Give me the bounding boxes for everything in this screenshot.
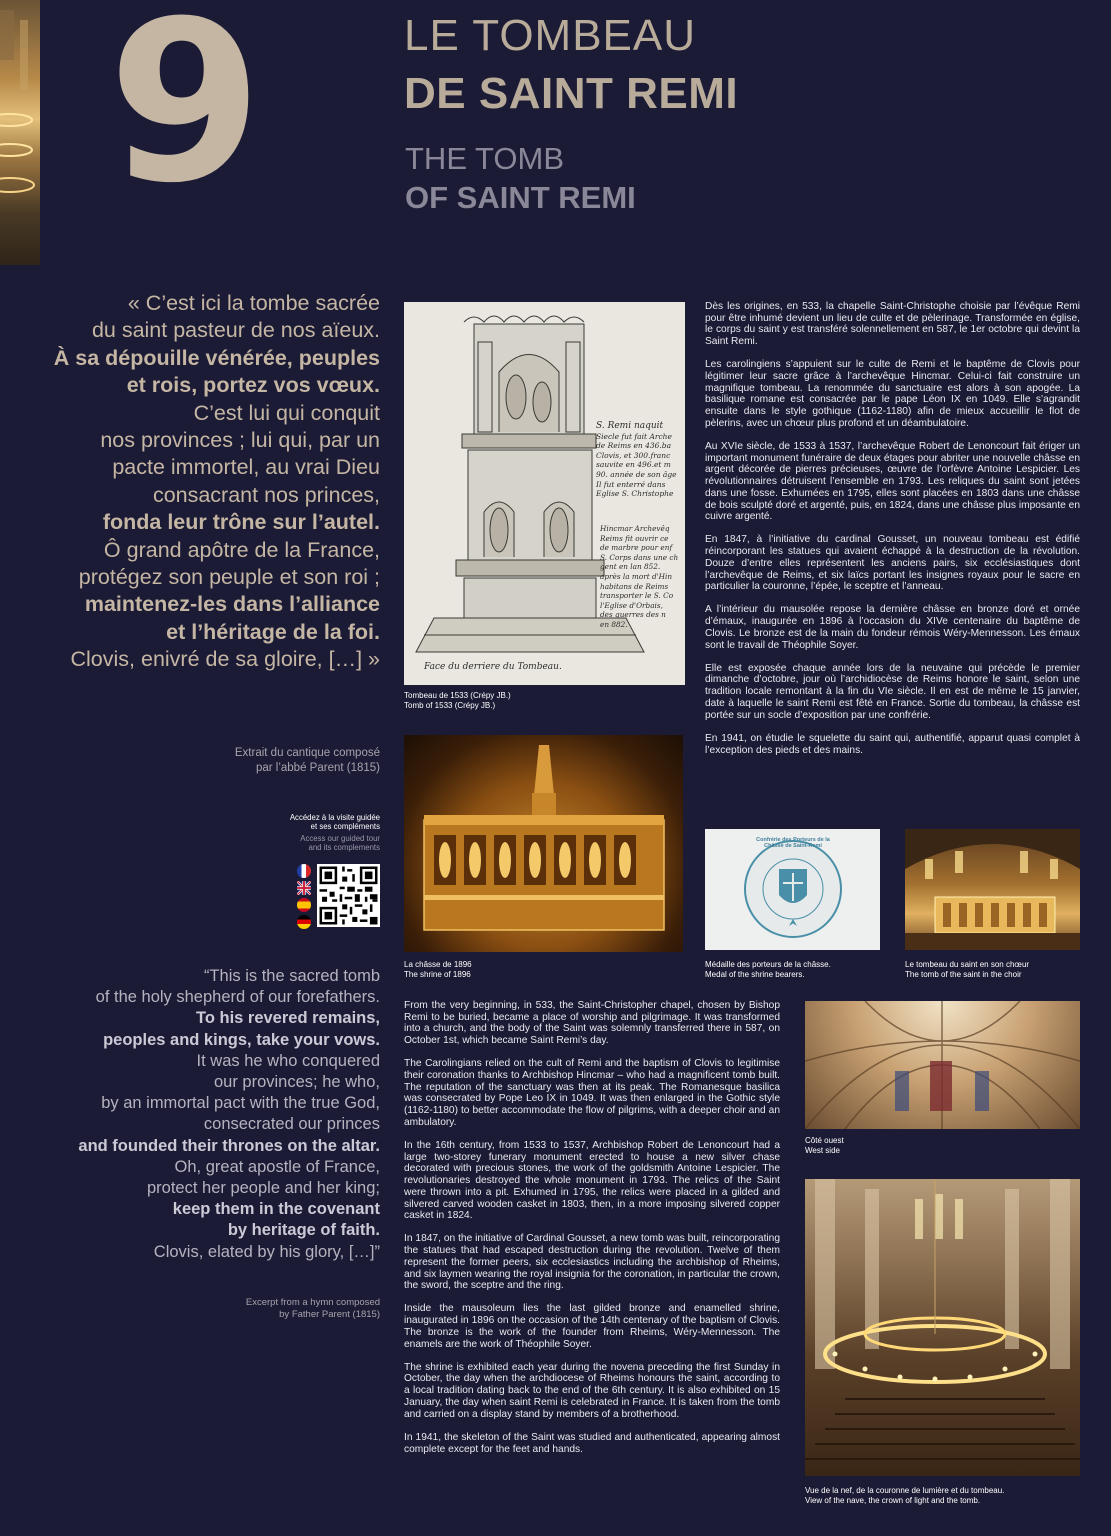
inscription-line: habitans de Reims: [600, 581, 669, 591]
paragraph: From the very beginning, in 533, the Saint-Christopher chapel, chosen by Bishop Remi to be buried, became a place of worship and pilgrimage. It was transformed into a church, and the body of the Saint was solemnly transferred there in 587, on October 1st, which became Saint Remi’s day.: [404, 1000, 780, 1047]
poem-line: protect her people and her king;: [147, 1179, 380, 1198]
engraving-tomb-1533: [404, 302, 685, 685]
caption-medal: [705, 960, 831, 979]
caption-en: View of the nave, the crown of light and the tomb.: [805, 1495, 981, 1505]
poem-line: “This is the sacred tomb: [203, 967, 380, 985]
body-text-en: [404, 1000, 780, 1467]
poem-en: [14, 966, 380, 1263]
paragraph: In 1847, on the initiative of Cardinal Gousset, a new tomb was built, reincorporating the statues that had escaped destruction during the revolution. Twelve of them represent the former peers, six ecclesiastics including the archbishop of Rheims, and six laymen wearing the royal insignia for the coronation, in particular the crown, the sword, the sceptre and the ring.: [404, 1233, 781, 1292]
poem-line: Clovis, elated by his glory, […]”: [153, 1242, 380, 1261]
paragraph: In 1941, the skeleton of the Saint was studied and authenticated, appearing almost complete except for the feet and hands.: [404, 1431, 780, 1455]
chandelier-detail: [0, 0, 40, 265]
poem-line: Clovis, enivré de sa gloire, […] »: [70, 647, 380, 672]
top-left-photo: [0, 0, 40, 265]
caption-en: The shrine of 1896: [404, 969, 471, 979]
poem-line: It was he who conquered: [196, 1051, 380, 1070]
inscription-line: S. Remi naquit: [596, 421, 664, 431]
poem-line: consecrated our princes: [203, 1115, 380, 1134]
caption-nave: [805, 1486, 1080, 1505]
poem-line: by heritage of faith.: [227, 1221, 380, 1240]
inscription-line: des guerres des n: [600, 610, 666, 620]
inscription-line: après la mort d'Hin: [600, 571, 673, 581]
inscription-line: S. Corps dans une ch: [600, 552, 679, 562]
poem-line: by an immortal pact with the true God,: [101, 1094, 380, 1113]
poem-line: du saint pasteur de nos aïeux.: [91, 318, 380, 343]
uk-cross: [297, 881, 311, 895]
poem-line: and founded their thrones on the altar.: [78, 1136, 380, 1155]
poem-line: C’est lui qui conquit: [193, 400, 380, 425]
flag-france-icon[interactable]: [297, 864, 311, 878]
source-line: by Father Parent (1815): [279, 1309, 380, 1320]
poem-line: « C’est ici la tombe sacrée: [127, 291, 380, 315]
qr-code[interactable]: [317, 864, 380, 927]
poem-line: pacte immortel, au vrai Dieu: [112, 455, 380, 480]
shrine-drawing: [404, 735, 683, 952]
engraving-inscription-top: [596, 422, 685, 499]
paragraph: The Carolingians relied on the cult of Remi and the baptism of Clovis to legitimise their coronation thanks to Archbishop Hincmar – who had a magnificent tomb built. The reputation of the sanctuary was then at its peak. The Romanesque basilica was consecrated by Pope Leo IX in 1049. It was then enlarged in the Gothic style (1162-1180) to better accommodate the flow of pilgrims, with a deeper choir and an ambulatory.: [404, 1058, 780, 1128]
paragraph: A l’intérieur du mausolée repose la dernière châsse en bronze doré et ornée d’émaux, inaugurée en 1896 à l’occasion du XIVe centenaire du baptême de Clovis. Le bronze est de la main du fondeur rémois Wéry-Mennesson. Les émaux sont le travail de Théophile Soyer.: [705, 604, 1080, 651]
nave-photo: [805, 1179, 1080, 1476]
poem-line: maintenez-les dans l’alliance: [84, 592, 380, 617]
medal-inscription: Confrérie des Porteurs de la Châsse de Saint-Remi: [756, 837, 830, 849]
inscription-line: Reims fit ouvrir ce: [600, 533, 669, 543]
poem-line: peoples and kings, take your vows.: [103, 1030, 380, 1049]
paragraph: Les carolingiens s’appuient sur le culte de Remi et le baptême de Clovis pour légitimer leur sacre grâce à l’archevêque Hincmar. Celui-ci fait construire un magnifique tombeau. La renommée du sanctuaire est alors à son apogée. La basilique romane est consacrée par le pape Léon IX en 1049. Elle s’agrandit ensuite dans le style gothique (1162-1180) afin de mieux accueillir le flot de pèlerins, avec un chœur plus profond et un déambulatoire.: [705, 359, 1080, 429]
shrine-1896-photo: [404, 735, 683, 952]
poem-fr: [14, 290, 380, 674]
poem-line: nos provinces ; lui qui, par un: [100, 428, 380, 453]
flag-germany-icon[interactable]: [297, 915, 311, 929]
inscription-line: de marbre pour enf: [600, 543, 673, 553]
caption-fr: Vue de la nef, de la couronne de lumière et du tombeau.: [805, 1486, 1005, 1495]
qr-code-pattern: [317, 864, 380, 927]
guided-tour-text: [220, 813, 380, 852]
poem-en-source: [150, 1297, 380, 1321]
caption-fr: Médaille des porteurs de la châsse.: [705, 960, 831, 969]
inscription-line: Il fut enterré dans: [596, 479, 666, 489]
caption-shrine: [404, 960, 472, 979]
caption-en: Medal of the shrine bearers.: [705, 969, 805, 979]
nave-drawing: [805, 1179, 1080, 1476]
source-line: par l’abbé Parent (1815): [255, 761, 380, 774]
panel-number: 9: [108, 0, 259, 232]
choir-drawing: [905, 829, 1080, 950]
guided-tour-en-2: and its complements: [308, 843, 380, 852]
poem-line: À sa dépouille vénérée, peuples: [53, 345, 380, 370]
inscription-line: gent en lan 852.: [600, 562, 661, 572]
poem-line: our provinces; he who,: [213, 1073, 380, 1092]
inscription-line: en 882.: [600, 619, 628, 629]
paragraph: The shrine is exhibited each year during the novena preceding the first Sunday in October, the day when the archdiocese of Rheims honours the saint, according to a local tradition dating back to the end of the 6th century. It is also exhibited on 15 January, the day when saint Remi is celebrated in France. It is taken from the tomb and carried on a display stand by members of a brotherhood.: [404, 1361, 780, 1420]
caption-engraving: [404, 691, 511, 710]
medal-photo: [705, 829, 880, 950]
poem-line: protégez son peuple et son roi ;: [78, 565, 380, 590]
caption-fr: Côté ouest: [805, 1136, 844, 1145]
source-line: Extrait du cantique composé: [234, 747, 380, 759]
inscription-line: de Reims en 436.ba: [596, 441, 672, 451]
title-fr-line2: DE SAINT REMI: [404, 69, 739, 118]
inscription-line: transporter le S. Co: [600, 591, 674, 601]
poem-fr-source: [150, 746, 380, 775]
poem-line: Oh, great apostle of France,: [174, 1157, 380, 1176]
inscription-line: l'Eglise d'Orbais,: [600, 600, 663, 610]
paragraph: Au XVIe siècle, de 1533 à 1537, l’archevêque Robert de Lenoncourt fait ériger un important monument funéraire de deux étages pour abriter une nouvelle châsse en argent décorée de pierres précieuses, œuvre de l’orfèvre Antoine Lespicier. Les révolutionnaires détruisent l’ensemble en 1793. Les reliques du saint sont jetées dans une fosse. Exhumées en 1795, elles sont placées en 1803 dans une châsse de bois sculpté doré et argenté, puis, en 1824, dans une châsse plus imposante en cuivre argenté.: [705, 441, 1080, 523]
poem-line: To his revered remains,: [195, 1009, 380, 1028]
vault-drawing: [805, 1001, 1080, 1129]
poem-line: of the holy shepherd of our forefathers.: [95, 988, 380, 1007]
choir-photo: [905, 829, 1080, 950]
caption-en: West side: [805, 1145, 840, 1155]
guided-tour-fr-2: et ses compléments: [310, 822, 380, 831]
inscription-line: Clovis, et 300.franc: [596, 450, 671, 460]
caption-choir: [905, 960, 1029, 979]
paragraph: Elle est exposée chaque année lors de la neuvaine qui précède le premier dimanche d’octobre, jour où l’archidiocèse de Reims honore le saint, selon une tradition locale remontant à la fin du VIe siècle. Il en est de même le 15 janvier, date à laquelle le saint Remi est fêté en France. Sortie du tombeau, la châsse est portée sur un socle d’exposition par une confrérie.: [705, 662, 1080, 721]
paragraph: Dès les origines, en 533, la chapelle Saint-Christophe choisie par l’évêque Remi pour être inhumé devient un lieu de culte et de pèlerinage. Transformée en église, le corps du saint y est transféré solennellement en 587, le 1er octobre qui devint la Saint Remi.: [705, 301, 1080, 348]
title-fr-line1: LE TOMBEAU: [404, 11, 697, 60]
poem-line: et l’héritage de la foi.: [166, 619, 380, 644]
flag-spain-icon[interactable]: [297, 898, 311, 912]
inscription-line: sauvite en 496.et m: [596, 460, 671, 470]
west-side-photo: [805, 1001, 1080, 1129]
poem-line: Ô grand apôtre de la France,: [103, 537, 380, 562]
poem-line: fonda leur trône sur l’autel.: [102, 510, 380, 535]
engraving-base-caption: Face du derriere du Tombeau.: [424, 662, 562, 672]
title-en-line2: OF SAINT REMI: [405, 180, 636, 215]
paragraph: In the 16th century, from 1533 to 1537, Archbishop Robert de Lenoncourt had a large two-storey funerary monument erected to house a new silver chase decorated with precious stones, the work of the goldsmith Antoine Lespicier. The revolutionaries destroyed the whole monument in 1793. The relics of the Saint were thrown into a pit. Exhumed in 1795, the relics were placed in a gilded and silvered carved wooden casket in 1803, then, in a more imposing silvered copper casket in 1824.: [404, 1140, 780, 1222]
inscription-line: Eglise S. Christophe: [596, 489, 674, 499]
body-text-fr: [705, 301, 1080, 768]
caption-west: [805, 1136, 844, 1155]
inscription-line: Hincmar Archevêq: [600, 524, 670, 533]
title-en-line1: THE TOMB: [405, 141, 565, 176]
inscription-line: Siecle fut fait Arche: [596, 431, 672, 441]
caption-fr: Tombeau de 1533 (Crépy JB.): [404, 691, 511, 700]
caption-fr: Le tombeau du saint en son chœur: [905, 960, 1030, 969]
engraving-inscription-bottom: [600, 524, 685, 630]
paragraph: En 1847, à l’initiative du cardinal Gousset, un nouveau tombeau est édifié réincorporant les statues qui avaient échappé à la destruction de la révolution. Douze d’entre elles représentent les anciens pairs, six ecclésiastiques dont l’archevêque de Reims, et six laïcs portant les insignes royaux pour le sacre en particulier la couronne, l’épée, le sceptre et l’anneau.: [705, 534, 1080, 593]
poem-line: keep them in the covenant: [172, 1200, 380, 1219]
guided-tour-en-1: Access our guided tour: [300, 834, 380, 843]
paragraph: En 1941, on étudie le squelette du saint qui, authentifié, apparut quasi complet à l’exception des pieds et des mains.: [705, 732, 1080, 756]
caption-en: Tomb of 1533 (Crépy JB.): [404, 700, 496, 710]
caption-en: The tomb of the saint in the choir: [905, 969, 1022, 979]
poem-line: et rois, portez vos vœux.: [126, 373, 380, 398]
paragraph: Inside the mausoleum lies the last gilded bronze and enamelled shrine, inaugurated in 1896 on the occasion of the 14th centenary of the baptism of Clovis. The bronze is the work of the founder from Rheims, Wéry-Mennesson. The enamels are the work of Théophile Soyer.: [404, 1303, 780, 1350]
poem-line: consacrant nos princes,: [152, 482, 380, 507]
source-line: Excerpt from a hymn composed: [245, 1297, 380, 1308]
caption-fr: La châsse de 1896: [404, 960, 472, 969]
guided-tour-fr-1: Accédez à la visite guidée: [289, 813, 380, 822]
inscription-line: 90. année de son âge: [596, 469, 677, 479]
flag-uk-icon[interactable]: [297, 881, 311, 895]
